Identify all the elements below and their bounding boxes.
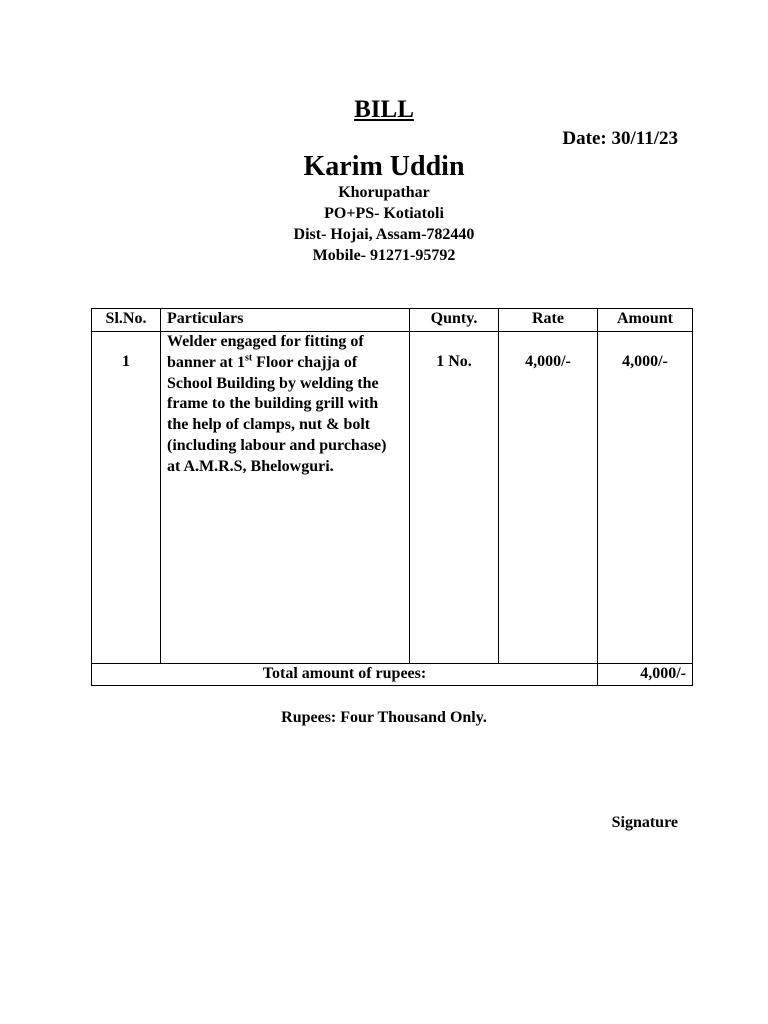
table-total-row: [92, 664, 693, 686]
bill-date: Date: 30/11/23: [562, 128, 678, 149]
row-amount: 4,000/-: [598, 332, 693, 664]
table-header-row: [92, 309, 693, 332]
bill-table: [91, 308, 693, 686]
row-rate: 4,000/-: [499, 332, 598, 664]
address-line-locality: Khorupathar: [338, 184, 430, 201]
table-row: [92, 332, 693, 664]
header-amount: Amount: [598, 309, 693, 332]
row-quantity: 1 No.: [410, 332, 499, 664]
row-sl-no: 1: [92, 332, 161, 664]
issuer-name: Karim Uddin: [303, 151, 465, 182]
header-particulars: Particulars: [161, 309, 410, 332]
particulars-superscript: st: [244, 352, 253, 364]
address-line-mobile: Mobile- 91271-95792: [312, 247, 456, 264]
particulars-text-start: Welder engaged for fitting of banner at 1: [167, 333, 364, 371]
address-line-post: PO+PS- Kotiatoli: [324, 205, 444, 222]
signature-label: Signature: [611, 814, 678, 831]
bill-title: BILL: [354, 96, 414, 123]
header-rate: Rate: [499, 309, 598, 332]
total-label: Total amount of rupees:: [92, 664, 598, 686]
header-sl-no: Sl.No.: [92, 309, 161, 332]
particulars-text-end: Floor chajja of School Building by welding the frame to the building grill with the help of clamps, nut & bolt (including labour and purchase) at A.M.R.S, Bhelowguri.: [167, 353, 387, 475]
header-quantity: Qunty.: [410, 309, 499, 332]
row-particulars: [161, 332, 410, 664]
address-line-district: Dist- Hojai, Assam-782440: [293, 226, 475, 243]
amount-in-words: Rupees: Four Thousand Only.: [281, 709, 487, 726]
total-value: 4,000/-: [598, 664, 693, 686]
